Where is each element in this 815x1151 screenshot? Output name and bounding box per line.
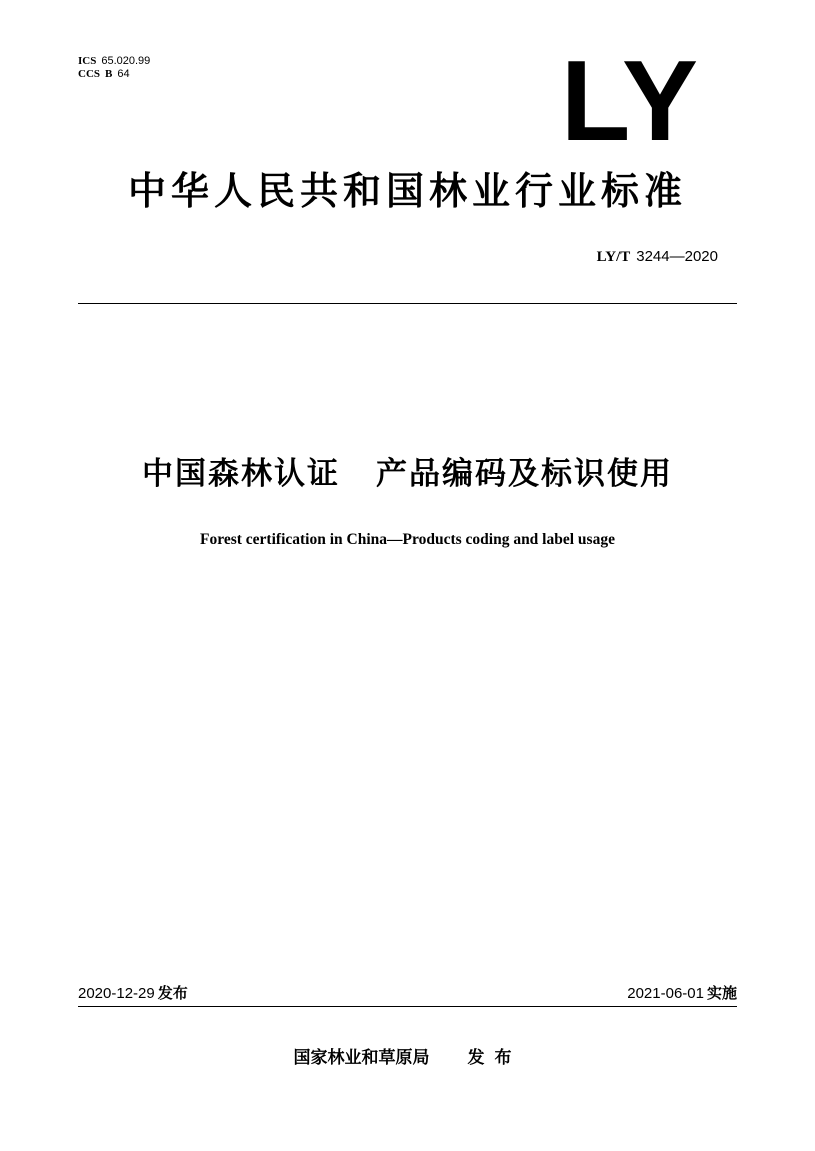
- ccs-label: CCS: [78, 68, 101, 80]
- implementation-date-value: 2021-06-01: [627, 985, 704, 1002]
- implementation-date-label: 实施: [706, 984, 737, 1002]
- top-divider: [78, 303, 737, 304]
- ccs-code: 64: [117, 68, 130, 80]
- issue-date-value: 2020-12-29: [78, 985, 155, 1002]
- publisher: [0, 1046, 815, 1070]
- document-title-cn-part1: 中国森林认证: [142, 456, 340, 492]
- standard-number-code: 3244—2020: [636, 248, 718, 265]
- issue-date-label: 发布: [157, 984, 188, 1002]
- bottom-divider: [78, 1006, 737, 1007]
- standard-title: 中华人民共和国林业行业标准: [127, 169, 687, 213]
- ccs-category: B: [105, 68, 113, 80]
- ccs-classification: [78, 67, 130, 81]
- document-title-cn-part2: 产品编码及标识使用: [376, 456, 673, 492]
- document-title-cn: [0, 452, 815, 496]
- document-title-en: Forest certification in China—Products coding and label usage: [200, 531, 615, 548]
- ly-logo: LY: [560, 38, 700, 165]
- standard-number: [597, 246, 718, 267]
- standard-number-prefix: LY/T: [596, 249, 631, 265]
- ics-classification: [78, 54, 150, 68]
- implementation-date: [627, 983, 737, 1004]
- publisher-name: 国家林业和草原局: [293, 1048, 430, 1068]
- publisher-label: 发布: [467, 1048, 522, 1068]
- ics-label: ICS: [78, 55, 97, 67]
- issue-date: [78, 983, 188, 1004]
- ics-code: 65.020.99: [101, 55, 151, 67]
